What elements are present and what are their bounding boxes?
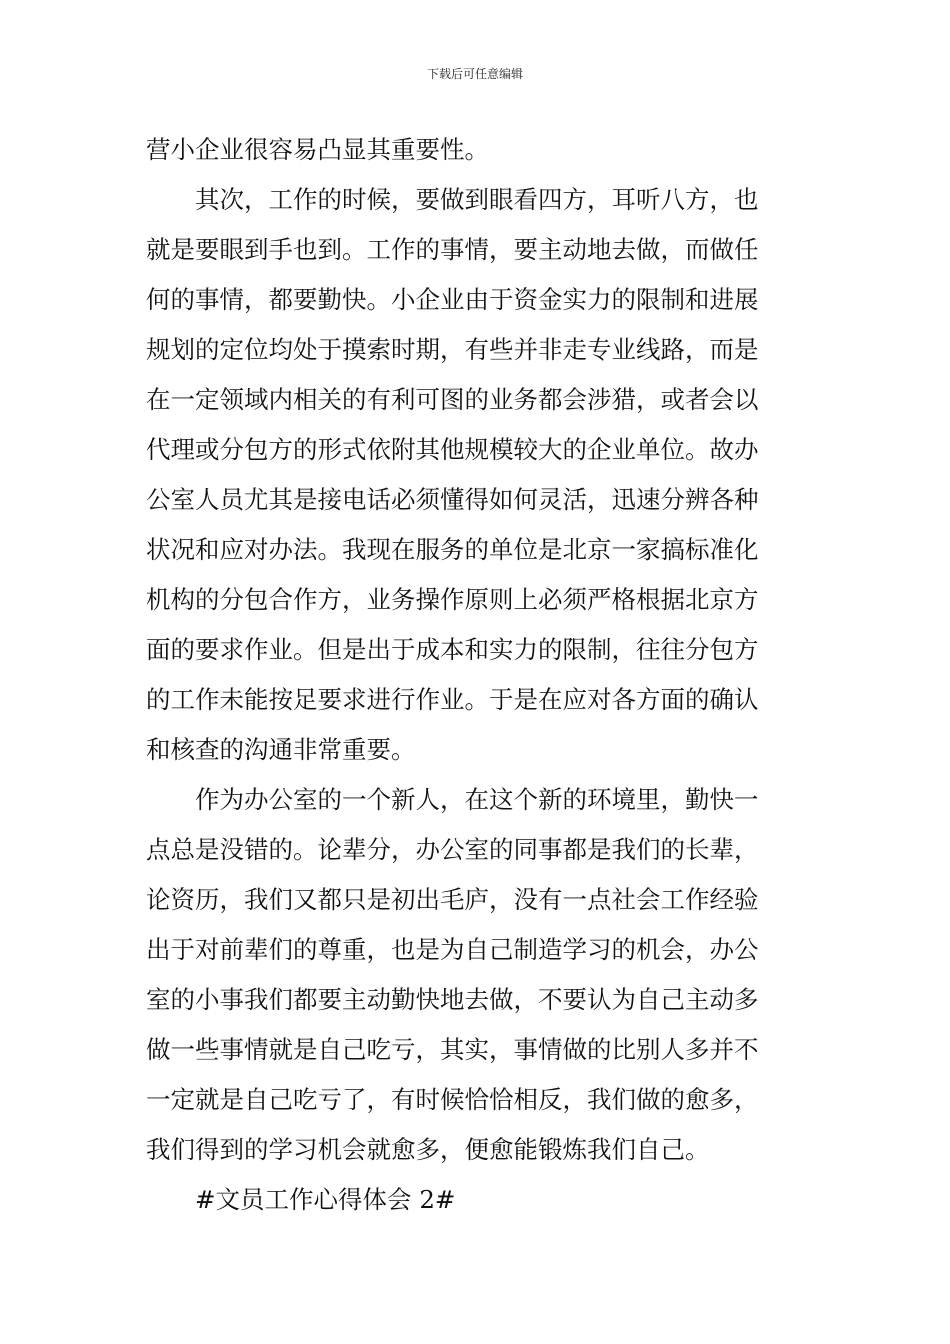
body-line-8: 公室人员尤其是接电话必须懂得如何灵活，迅速分辨各种 bbox=[146, 485, 759, 514]
body-line-10: 机构的分包合作方，业务操作原则上必须严格根据北京方 bbox=[146, 585, 759, 614]
body-line-20: 一定就是自己吃亏了，有时候恰恰相反，我们做的愈多， bbox=[146, 1085, 759, 1114]
body-line-11: 面的要求作业。但是出于成本和实力的限制，往往分包方 bbox=[146, 635, 759, 664]
page-header: 下载后可任意编辑 bbox=[426, 67, 523, 81]
body-line-21: 我们得到的学习机会就愈多，便愈能锻炼我们自己。 bbox=[146, 1135, 710, 1164]
body-line-16: 论资历，我们又都只是初出毛庐，没有一点社会工作经验 bbox=[146, 885, 759, 914]
body-line-6: 在一定领域内相关的有利可图的业务都会涉猎，或者会以 bbox=[146, 385, 759, 414]
body-line-15: 点总是没错的。论辈分，办公室的同事都是我们的长辈， bbox=[146, 835, 759, 864]
body-line-7: 代理或分包方的形式依附其他规模较大的企业单位。故办 bbox=[146, 435, 759, 464]
body-line-12: 的工作未能按足要求进行作业。于是在应对各方面的确认 bbox=[146, 685, 759, 714]
body-line-2: 其次，工作的时候，要做到眼看四方，耳听八方，也 bbox=[195, 185, 759, 214]
body-line-13: 和核查的沟通非常重要。 bbox=[146, 735, 416, 764]
body-line-14: 作为办公室的一个新人，在这个新的环境里，勤快一 bbox=[195, 785, 759, 814]
section-heading: #文员工作心得体会 2# bbox=[195, 1185, 456, 1214]
body-line-3: 就是要眼到手也到。工作的事情，要主动地去做，而做任 bbox=[146, 235, 759, 264]
body-line-17: 出于对前辈们的尊重，也是为自己制造学习的机会，办公 bbox=[146, 935, 759, 964]
body-line-18: 室的小事我们都要主动勤快地去做，不要认为自己主动多 bbox=[146, 985, 759, 1014]
body-line-9: 状况和应对办法。我现在服务的单位是北京一家搞标准化 bbox=[146, 535, 759, 564]
body-line-1: 营小企业很容易凸显其重要性。 bbox=[146, 135, 489, 164]
body-line-5: 规划的定位均处于摸索时期，有些并非走专业线路，而是 bbox=[146, 335, 759, 364]
body-line-19: 做一些事情就是自己吃亏，其实，事情做的比别人多并不 bbox=[146, 1035, 759, 1064]
body-line-4: 何的事情，都要勤快。小企业由于资金实力的限制和进展 bbox=[146, 285, 759, 314]
